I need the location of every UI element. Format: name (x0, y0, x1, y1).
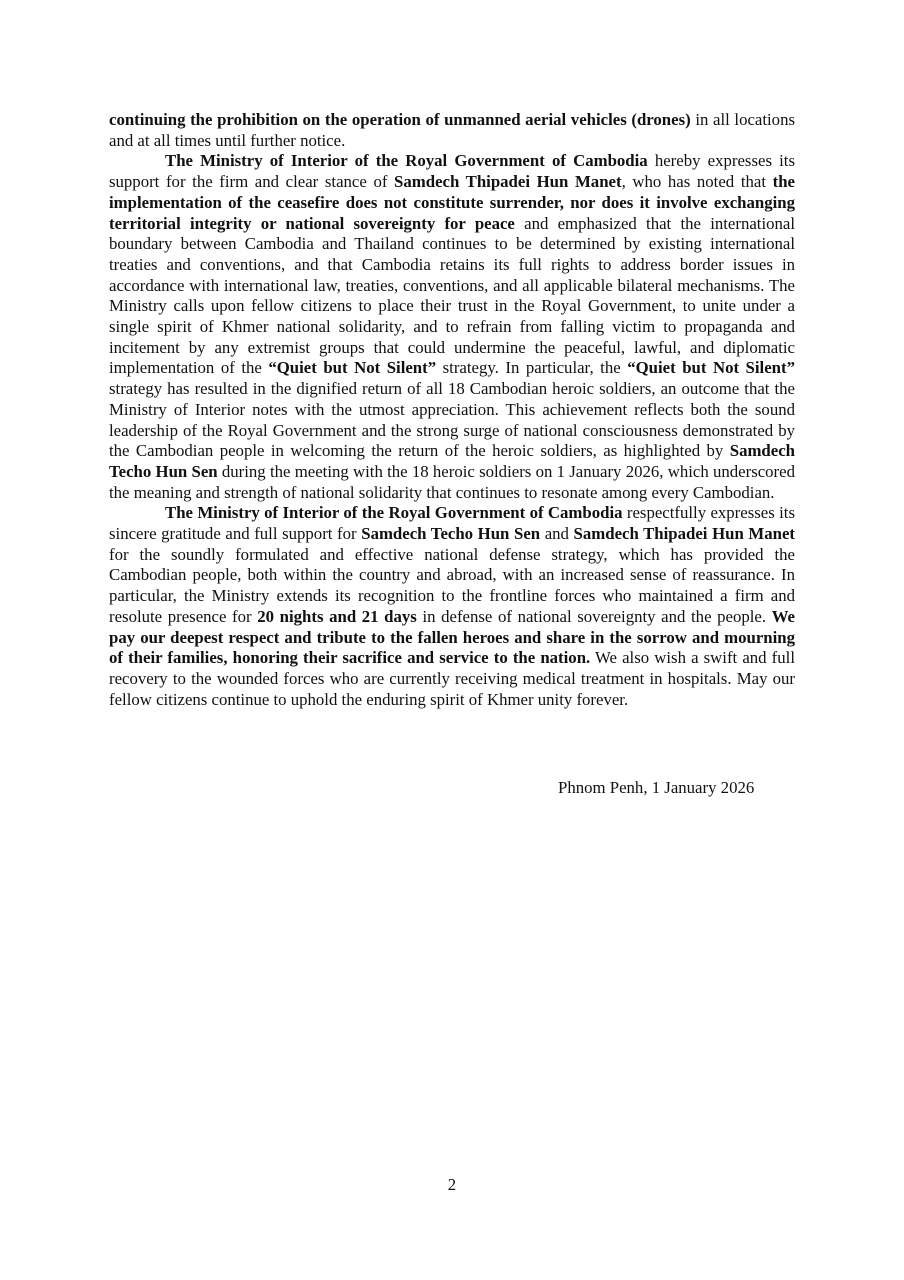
bold-text-segment: Samdech Techo Hun Sen (361, 524, 541, 544)
bold-text-segment: 20 nights and 21 days (257, 606, 417, 626)
text-segment: in defense of national sovereignty and the people. (416, 606, 772, 626)
document-body (109, 110, 795, 710)
bold-text-segment: “Quiet but Not Silent” (627, 358, 795, 378)
bold-text-segment: continuing the prohibition on the operation of unmanned aerial vehicles (drones) (109, 110, 691, 129)
bold-text-segment: Samdech Thipadei Hun Manet (573, 524, 795, 544)
paragraph (109, 151, 795, 503)
text-segment: strategy. In particular, the (436, 358, 628, 378)
text-segment: for the soundly formulated and effective national defense strategy, which has provided the Cambodian people, both within the country and abroad, with an increased sense of reassurance. In particular, the Ministry extends its recognition to the frontline forces who maintained a firm and resolute presence for (109, 544, 795, 626)
text-segment: during the meeting with the 18 heroic soldiers on 1 January 2026, which underscored the meaning and strength of national solidarity that continues to resonate among every Cambodian. (109, 461, 795, 502)
bold-text-segment: Samdech Techo Hun Sen (109, 441, 795, 481)
text-segment: in all locations and at all times until further notice. (109, 110, 795, 150)
text-segment: and emphasized that the international boundary between Cambodia and Thailand continues to be determined by existing international treaties and conventions, and that Cambodia retains its full rights to address border issues in accordance with international law, treaties, conventions, and all applicable bilateral mechanisms. The Ministry calls upon fellow citizens to place their trust in the Royal Government, to unite under a single spirit of Khmer national solidarity, and to refrain from falling victim to propaganda and incitement by any extremist groups that could undermine the peaceful, lawful, and diplomatic implementation of the (109, 213, 796, 378)
text-segment: strategy has resulted in the dignified return of all 18 Cambodian heroic soldiers, an outcome that the Ministry of Interior notes with the utmost appreciation. This achievement reflects both the sound leadership of the Royal Government and the strong surge of national consciousness demonstrated by the Cambodian people in welcoming the return of the heroic soldiers, as highlighted by (109, 379, 795, 461)
bold-text-segment: the implementation of the ceasefire does not constitute surrender, nor does it involve exchanging territorial integrity or national sovereignty for peace (109, 172, 795, 233)
bold-text-segment: “Quiet but Not Silent” (268, 358, 437, 378)
place-date-signoff: Phnom Penh, 1 January 2026 (558, 778, 755, 797)
paragraph (109, 503, 795, 710)
text-segment: , who has noted that (621, 172, 773, 192)
bold-text-segment: The Ministry of Interior of the Royal Government of Cambodia (165, 151, 648, 171)
page-number: 2 (447, 1175, 457, 1194)
bold-text-segment: The Ministry of Interior of the Royal Government of Cambodia (165, 503, 623, 523)
text-segment: and (540, 524, 574, 544)
text-segment: respectfully expresses its sincere gratitude and full support for (109, 503, 795, 544)
text-segment: We also wish a swift and full recovery to the wounded forces who are currently receiving medical treatment in hospitals. May our fellow citizens continue to uphold the enduring spirit of Khmer unity forever. (109, 648, 795, 709)
text-segment: hereby expresses its support for the firm and clear stance of (109, 151, 795, 192)
paragraph (109, 110, 795, 151)
bold-text-segment: Samdech Thipadei Hun Manet (394, 172, 622, 192)
bold-text-segment: We pay our deepest respect and tribute to the fallen heroes and share in the sorrow and mourning of their families, honoring their sacrifice and service to the nation. (109, 606, 795, 668)
